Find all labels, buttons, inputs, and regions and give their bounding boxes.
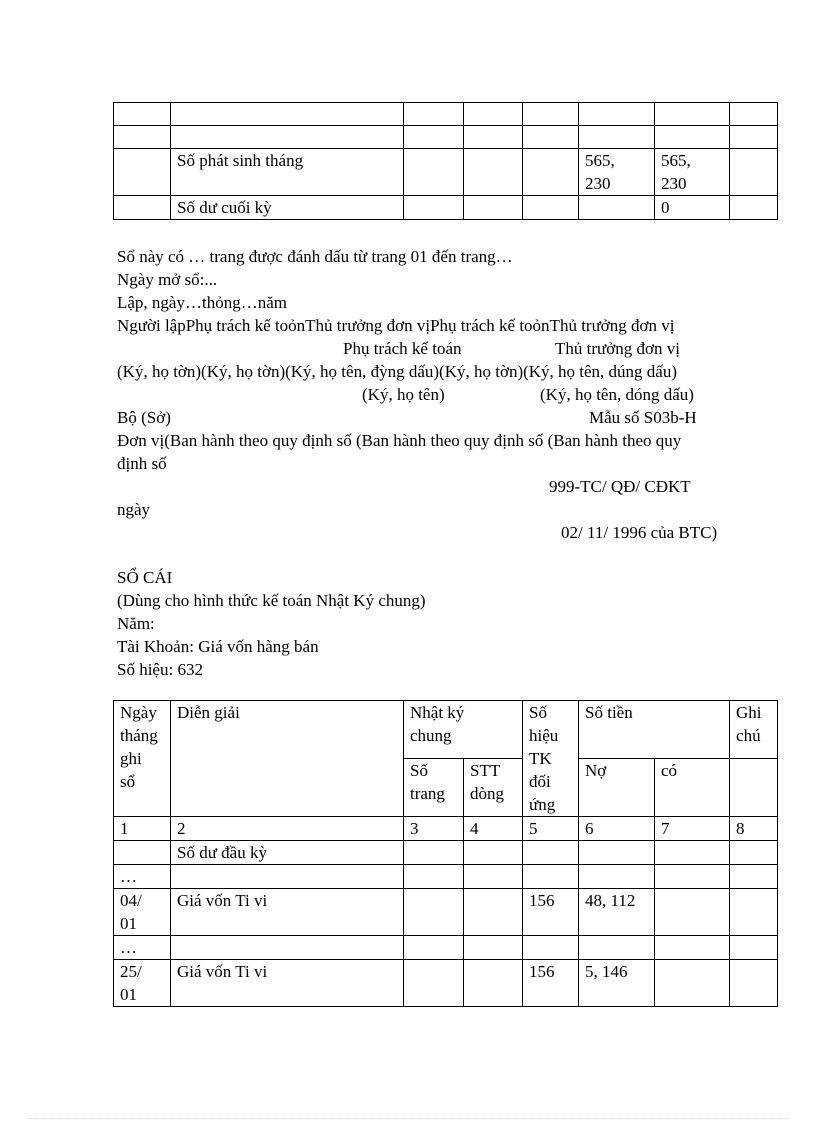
table-cell	[655, 865, 730, 889]
table-cell: 0	[655, 196, 730, 220]
table-cell	[655, 889, 730, 936]
table-cell: …	[114, 936, 171, 960]
table-cell	[114, 126, 171, 149]
ledger-table-body	[114, 701, 778, 1007]
table-cell	[404, 960, 464, 1007]
header-row-1	[114, 701, 778, 759]
table-cell	[579, 865, 655, 889]
table-cell	[579, 841, 655, 865]
table-cell	[579, 126, 655, 149]
signature-roles: Người lậpPhụ trách kế toỏnThủ trưởng đơn vịPhụ trách kế toỏnThủ trưởng đơn vị	[117, 316, 675, 335]
table-cell	[404, 149, 464, 196]
table-cell: 48, 112	[579, 889, 655, 936]
signature-role-head: Thủ trưởng đơn vị	[555, 339, 680, 358]
table-row	[114, 865, 778, 889]
table-cell: Số dư đầu kỳ	[171, 841, 404, 865]
top-ledger-table	[113, 102, 778, 220]
table-cell	[655, 960, 730, 1007]
table-cell: 04/ 01	[114, 889, 171, 936]
table-cell	[655, 936, 730, 960]
table-cell	[114, 103, 171, 126]
table-cell: …	[114, 865, 171, 889]
table-cell: 565, 230	[579, 149, 655, 196]
table-cell	[730, 103, 778, 126]
table-row	[114, 889, 778, 936]
header-amount: Số tiền	[579, 701, 730, 759]
column-number: 1	[114, 817, 171, 841]
table-cell	[404, 126, 464, 149]
table-cell	[655, 126, 730, 149]
decision-date: 02/ 11/ 1996 của BTC)	[561, 523, 718, 542]
note-created-date: Lập, ngày…thỏng…năm	[117, 293, 287, 312]
table-cell	[404, 889, 464, 936]
column-number: 5	[523, 817, 579, 841]
table-row	[114, 841, 778, 865]
table-cell: Giá vốn Ti vi	[171, 960, 404, 1007]
ministry-label: Bộ (Sở)	[117, 408, 171, 427]
table-cell	[404, 841, 464, 865]
decision-number: 999-TC/ QĐ/ CĐKT	[549, 477, 691, 496]
column-number: 8	[730, 817, 778, 841]
table-cell: 156	[523, 889, 579, 936]
table-cell	[464, 196, 523, 220]
table-row	[114, 126, 778, 149]
unit-issuance-line: Đơn vị(Ban hành theo quy định số (Ban hành theo quy định số (Ban hành theo quy	[117, 431, 682, 450]
header-credit: có	[655, 759, 730, 817]
page-footer-divider	[28, 1118, 788, 1119]
table-cell	[523, 149, 579, 196]
table-cell: Số dư cuối kỳ	[171, 196, 404, 220]
table-cell	[730, 865, 778, 889]
table-cell	[579, 196, 655, 220]
table-cell	[464, 126, 523, 149]
table-cell	[523, 126, 579, 149]
table-cell	[171, 103, 404, 126]
table-cell	[171, 936, 404, 960]
header-journal: Nhật ký chung	[404, 701, 523, 759]
table-cell	[523, 841, 579, 865]
signature-instructions: (Ký, họ tờn)(Ký, họ tờn)(Ký, họ tên, đỳng dấu)(Ký, họ tờn)(Ký, họ tên, dúng dấu)	[117, 362, 678, 381]
table-cell	[464, 889, 523, 936]
table-row	[114, 103, 778, 126]
column-number: 2	[171, 817, 404, 841]
table-cell	[730, 841, 778, 865]
table-cell	[464, 936, 523, 960]
table-row	[114, 960, 778, 1007]
table-cell	[523, 936, 579, 960]
column-number: 4	[464, 817, 523, 841]
table-cell: 5, 146	[579, 960, 655, 1007]
note-open-date: Ngày mở sổ:...	[117, 270, 218, 289]
header-debit: Nợ	[579, 759, 655, 817]
column-number: 6	[579, 817, 655, 841]
ledger-title: SỔ CÁI	[117, 568, 173, 587]
signature-instruction-head: (Ký, họ tên, dóng dấu)	[540, 385, 694, 404]
issuance-continued: định số	[117, 454, 167, 473]
column-number: 7	[655, 817, 730, 841]
table-cell	[730, 889, 778, 936]
column-number: 3	[404, 817, 464, 841]
table-cell	[579, 103, 655, 126]
table-cell	[730, 126, 778, 149]
top-table-body	[114, 103, 778, 220]
table-cell	[579, 936, 655, 960]
table-cell	[523, 865, 579, 889]
table-cell: Giá vốn Ti vi	[171, 889, 404, 936]
table-cell	[730, 196, 778, 220]
header-description: Diễn giải	[171, 701, 404, 817]
table-cell	[655, 103, 730, 126]
table-cell	[114, 196, 171, 220]
header-note-empty	[730, 759, 778, 817]
table-cell: 25/ 01	[114, 960, 171, 1007]
header-note: Ghi chú	[730, 701, 778, 759]
table-cell	[404, 936, 464, 960]
table-row	[114, 936, 778, 960]
table-cell	[114, 841, 171, 865]
table-cell	[114, 149, 171, 196]
table-cell	[523, 196, 579, 220]
table-cell: 156	[523, 960, 579, 1007]
date-label: ngày	[117, 500, 151, 519]
header-line: STT dòng	[464, 759, 523, 817]
table-cell	[171, 865, 404, 889]
table-cell	[730, 960, 778, 1007]
table-cell	[464, 960, 523, 1007]
table-cell: Số phát sinh tháng	[171, 149, 404, 196]
table-cell: 565, 230	[655, 149, 730, 196]
ledger-subtitle: (Dùng cho hình thức kế toán Nhật Ký chung)	[117, 591, 426, 610]
ledger-year: Năm:	[117, 614, 155, 633]
ledger-account: Tài Khoản: Giá vốn hàng bán	[117, 637, 319, 656]
table-row	[114, 149, 778, 196]
header-date: Ngày tháng ghi sổ	[114, 701, 171, 817]
header-contra-account: Số hiệu TK đối ứng	[523, 701, 579, 817]
table-cell	[464, 841, 523, 865]
note-pages: Sổ này có … trang được đánh dấu từ trang 01 đến trang…	[117, 247, 513, 266]
form-number: Mẫu số S03b-H	[589, 408, 697, 427]
header-page: Số trang	[404, 759, 464, 817]
signature-instruction-accountant: (Ký, họ tên)	[362, 385, 445, 404]
table-cell	[404, 196, 464, 220]
table-row	[114, 196, 778, 220]
table-cell	[404, 103, 464, 126]
table-cell	[464, 103, 523, 126]
table-cell	[523, 103, 579, 126]
table-cell	[655, 841, 730, 865]
column-number-row	[114, 817, 778, 841]
signature-role-accountant: Phụ trách kế toán	[343, 339, 462, 358]
table-cell	[730, 936, 778, 960]
ledger-account-number: Số hiệu: 632	[117, 660, 203, 679]
table-cell	[464, 149, 523, 196]
table-cell	[171, 126, 404, 149]
general-ledger-table	[113, 700, 778, 1007]
table-cell	[404, 865, 464, 889]
table-cell	[464, 865, 523, 889]
table-cell	[730, 149, 778, 196]
